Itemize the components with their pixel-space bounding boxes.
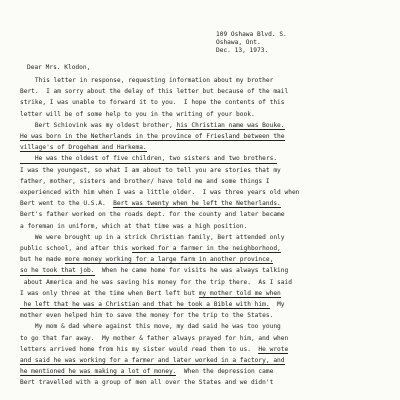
line-text: strike, I was unable to forward it to you. I hope the contents of this [20, 99, 285, 107]
letter-line [20, 190, 299, 198]
line-text: Bert. I am sorry about the delay of this letter but because of the mail [20, 88, 289, 96]
letter-line [20, 336, 288, 344]
letter-line [20, 302, 285, 310]
line-text: Bert Schiovink was my oldest brother, [20, 121, 177, 129]
underlined-text: more money working for a large farm in another province, [64, 256, 274, 264]
line-text: When the depression came [176, 368, 274, 376]
letter-line [20, 347, 288, 355]
letter-line [20, 358, 285, 366]
letter-line [20, 100, 285, 108]
underlined-text: he left that he was a Christian and that he took a Bible with him. [20, 301, 270, 308]
underlined-text: his Christian name was Bouke. [176, 121, 285, 129]
letter-line [20, 201, 281, 209]
underlined-text: and said he was working for a farmer and later worked in a factory, and [20, 357, 285, 364]
line-text: I was only three at the time when Bert left but [20, 289, 199, 297]
letter-line [20, 145, 147, 153]
line-text: father, mother, sisters and brother/ have told me and some things I [20, 177, 270, 185]
letter-line [20, 235, 285, 243]
letter-line [20, 246, 281, 254]
line-text: experienced with him when I was a little older. I was three years old when [20, 189, 300, 196]
line-text: When he came home for visits he was always talking [94, 267, 289, 275]
line-text: to go that far away. My mother & father always prayed for him, and when [20, 334, 289, 342]
line-text: about America and he was saving his money for the trip there. As I said [20, 278, 292, 286]
line-text: but he made [20, 256, 65, 264]
underlined-text: village's of Drogeham and Harkema. [20, 144, 147, 152]
line-text: My mom & dad where against this move, my dad said he was too young [20, 323, 281, 331]
line-text: public school, and after this [20, 245, 132, 252]
letter-line [20, 324, 281, 332]
underlined-text: Bert was twenty when he left the Netherlands. [113, 200, 281, 208]
line-text: a foreman in uniform, which at that time was a high position. [20, 222, 248, 230]
letter-line [20, 313, 273, 321]
address-street: 109 Oshawa Blvd. S. [216, 31, 287, 38]
letter-line [20, 179, 270, 187]
letter-line [20, 112, 255, 120]
letter-line [20, 291, 281, 299]
line-text: Bert's father worked on the roads dept. for the county and later became [20, 211, 285, 219]
line-text: Bert went to the U.S.A. [20, 200, 114, 208]
letter-line [20, 257, 273, 265]
letter-date: Dec. 13, 1973. [216, 47, 269, 54]
line-text: This letter in response, requesting information about my brother [20, 77, 274, 84]
letter-line [20, 212, 285, 220]
underlined-text: He was born in the Netherlands in the province of Friesland between the [20, 133, 285, 140]
letter-line [20, 280, 292, 288]
line-text: I was the youngest, so what I am about to tell you are stories that my [20, 166, 281, 174]
letter-line [20, 224, 247, 232]
letter-line [20, 268, 288, 276]
underlined-text: He wrote [258, 345, 289, 353]
letter-line [20, 89, 288, 97]
underlined-text: He was the oldest of five children, two sisters and two brothers. [20, 155, 278, 163]
address-city: Oshawa, Ont. [216, 39, 261, 46]
sender-address [216, 32, 287, 56]
salutation: Dear Mrs. Klodon, [27, 64, 91, 71]
line-text: letters arrived home from his my sister would read them to us. [20, 345, 259, 353]
letter-line [20, 380, 273, 388]
letter-line [20, 78, 273, 86]
underlined-text: worked for a farmer in the neighborhood, [131, 245, 281, 252]
underlined-text: my mother told me when [198, 289, 281, 297]
letter-line [20, 123, 285, 131]
letter-line [20, 134, 285, 142]
line-text: mother even helped him to save the money for the trip to the States. [20, 312, 274, 320]
letter-line [20, 168, 281, 176]
letter-line [20, 369, 273, 377]
line-text: letter will be of some help to you in the writing of your book. [20, 110, 255, 118]
line-text: We were brought up in a strick Christian family, Bert attended only [20, 233, 285, 241]
underlined-text: he mentioned he was making a lot of money. [20, 368, 177, 376]
letter-line [20, 156, 277, 164]
line-text: Bert travelled with a group of men all over the States and we didn't [20, 379, 274, 387]
underlined-text: so he took that job. [20, 267, 95, 275]
line-text: My [269, 301, 285, 308]
